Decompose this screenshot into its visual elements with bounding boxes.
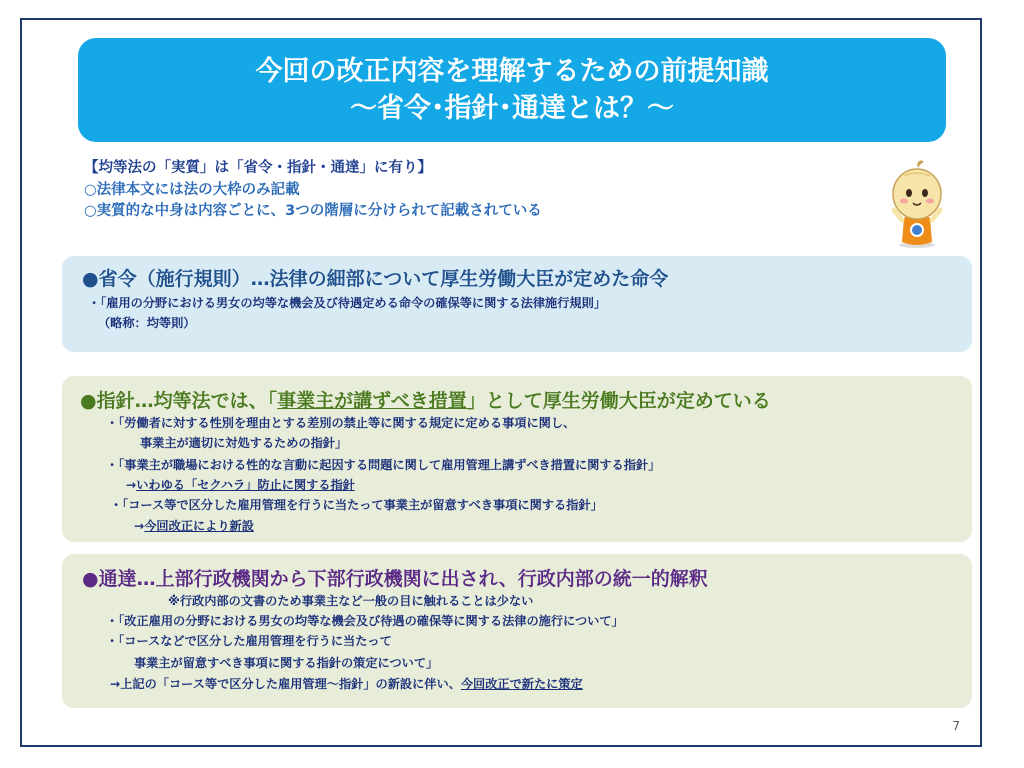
- intro-block: [84, 156, 542, 222]
- intro-point-1: ○法律本文には法の大枠のみ記載: [84, 182, 300, 198]
- shorei-heading: ●省令（施行規則）…法律の細部について厚生労働大臣が定めた命令: [82, 268, 669, 290]
- shishin-item-1-line-2: 事業主が適切に対処するための指針」: [140, 436, 348, 450]
- arrow-icon: →: [134, 519, 145, 533]
- slide: [20, 18, 982, 747]
- tsutatsu-item-3-link: 今回改正で新たに策定: [460, 677, 583, 691]
- title-banner: [78, 38, 946, 142]
- shishin-item-2-note: [126, 476, 355, 493]
- shishin-item-3-note-text: 今回改正により新設: [144, 519, 254, 533]
- shorei-panel: [62, 256, 972, 352]
- shishin-heading-link: 事業主が講ずべき措置: [277, 390, 467, 412]
- intro-point-2: ○実質的な中身は内容ごとに、3つの階層に分けられて記載されている: [84, 203, 542, 219]
- shorei-item-1-abbr: （略称：均等則）: [98, 316, 196, 330]
- intro-heading: 【均等法の「実質」は「省令・指針・通達」に有り】: [84, 160, 432, 176]
- tsutatsu-item-1: ・「改正雇用の分野における男女の均等な機会及び待遇の確保等に関する法律の施行について」: [106, 614, 624, 628]
- tsutatsu-heading: ●通達…上部行政機関から下部行政機関に出され、行政内部の統一的解釈: [82, 568, 708, 590]
- tsutatsu-item-3-text: →上記の「コース等で区分した雇用管理～指針」の新設に伴い、: [110, 677, 461, 691]
- title-line-1: 今回の改正内容を理解するための前提知識: [255, 56, 769, 87]
- page-number: 7: [952, 719, 960, 733]
- tsutatsu-panel: [62, 554, 972, 708]
- tsutatsu-item-2-line-2: 事業主が留意すべき事項に関する指針の策定について」: [134, 656, 439, 670]
- shishin-item-3: ・「コース等で区分した雇用管理を行うに当たって事業主が留意すべき事項に関する指針」: [110, 498, 603, 512]
- mascot-illustration: [884, 158, 950, 250]
- shishin-item-1-line-1: ・「労働者に対する性別を理由とする差別の禁止等に関する規定に定める事項に関し、: [106, 416, 576, 430]
- tsutatsu-note: ※行政内部の文書のため事業主など一般の目に触れることは少ない: [168, 594, 534, 608]
- title-line-2: ～省令･指針･通達とは？～: [350, 93, 674, 124]
- shishin-item-2-note-text: いわゆる「セクハラ」防止に関する指針: [136, 478, 355, 492]
- shishin-heading-pre: ●指針…均等法では、「: [80, 390, 278, 412]
- shishin-panel: [62, 376, 972, 542]
- tsutatsu-item-2-line-1: ・「コースなどで区分した雇用管理を行うに当たって: [106, 634, 392, 648]
- shishin-heading-post: 」として厚生労働大臣が定めている: [466, 390, 771, 412]
- tsutatsu-item-3: [110, 675, 583, 692]
- shishin-item-3-note: [134, 517, 254, 534]
- arrow-icon: →: [126, 478, 137, 492]
- shorei-item-1: ・「雇用の分野における男女の均等な機会及び待遇定める命令の確保等に関する法律施行規則」: [88, 296, 606, 310]
- shishin-item-2: ・「事業主が職場における性的な言動に起因する問題に関して雇用管理上講ずべき措置に関する指針」: [106, 458, 661, 472]
- shishin-heading: [80, 386, 771, 413]
